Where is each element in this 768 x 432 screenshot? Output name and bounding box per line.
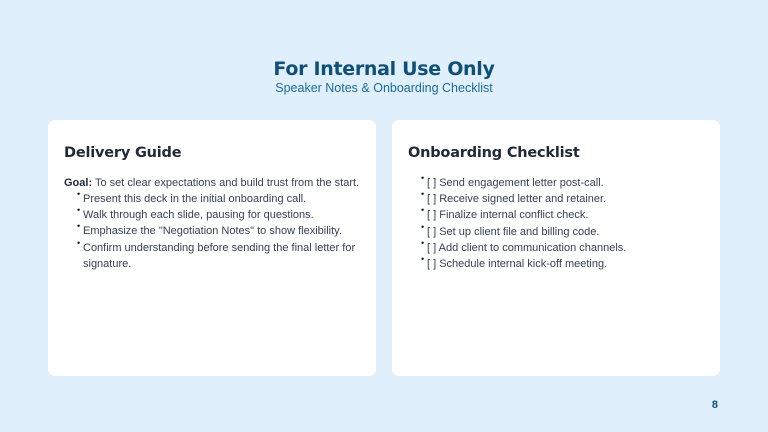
slide-header xyxy=(0,57,768,96)
checklist-item-text: [ ] Finalize internal conflict check. xyxy=(427,209,589,222)
bullet-icon: • xyxy=(421,205,425,216)
checklist-item xyxy=(421,221,704,240)
delivery-guide-title: Delivery Guide xyxy=(64,145,182,161)
goal-paragraph xyxy=(64,175,360,191)
checklist-item-text: [ ] Send engagement letter post-call. xyxy=(427,177,604,189)
list-item-text: Emphasize the "Negotiation Notes" to show flexibility. xyxy=(83,225,342,238)
onboarding-checklist-card xyxy=(392,120,720,376)
slide-subtitle: Speaker Notes & Onboarding Checklist xyxy=(275,81,493,95)
checklist-item xyxy=(421,254,704,272)
checklist-item-text: [ ] Add client to communication channels. xyxy=(427,241,627,254)
bullet-icon: • xyxy=(421,221,425,232)
list-item-text: Confirm understanding before sending the final letter for signature. xyxy=(83,241,356,270)
checklist-item xyxy=(421,173,704,191)
checklist-item xyxy=(421,237,704,256)
checklist-item-text: [ ] Receive signed letter and retainer. xyxy=(427,193,607,206)
bullet-icon: • xyxy=(421,189,425,200)
checklist-item xyxy=(421,189,704,207)
checklist xyxy=(408,175,704,272)
bullet-icon: • xyxy=(77,189,81,199)
bullet-icon: • xyxy=(421,237,425,248)
list-item xyxy=(77,189,360,207)
bullet-icon: • xyxy=(421,254,425,265)
list-item-text: Present this deck in the initial onboarding call. xyxy=(83,193,307,205)
list-item xyxy=(77,221,360,239)
bullet-icon: • xyxy=(421,173,425,183)
bullet-icon: • xyxy=(77,221,81,232)
onboarding-checklist-title: Onboarding Checklist xyxy=(408,145,580,161)
bullet-icon: • xyxy=(77,237,81,248)
checklist-item xyxy=(421,205,704,223)
goal-text: To set clear expectations and build trust from the start. xyxy=(92,177,360,189)
list-item xyxy=(77,205,360,223)
checklist-item-text: [ ] Schedule internal kick-off meeting. xyxy=(427,258,608,271)
checklist-item-text: [ ] Set up client file and billing code. xyxy=(427,225,600,238)
goal-label: Goal: xyxy=(64,177,93,189)
list-item xyxy=(77,237,360,272)
page-number: 8 xyxy=(711,399,718,411)
slide-title: For Internal Use Only xyxy=(273,58,495,80)
list-item-text: Walk through each slide, pausing for questions. xyxy=(83,209,314,222)
delivery-guide-card xyxy=(48,120,376,376)
delivery-steps-list xyxy=(64,191,360,272)
bullet-icon: • xyxy=(77,205,81,216)
